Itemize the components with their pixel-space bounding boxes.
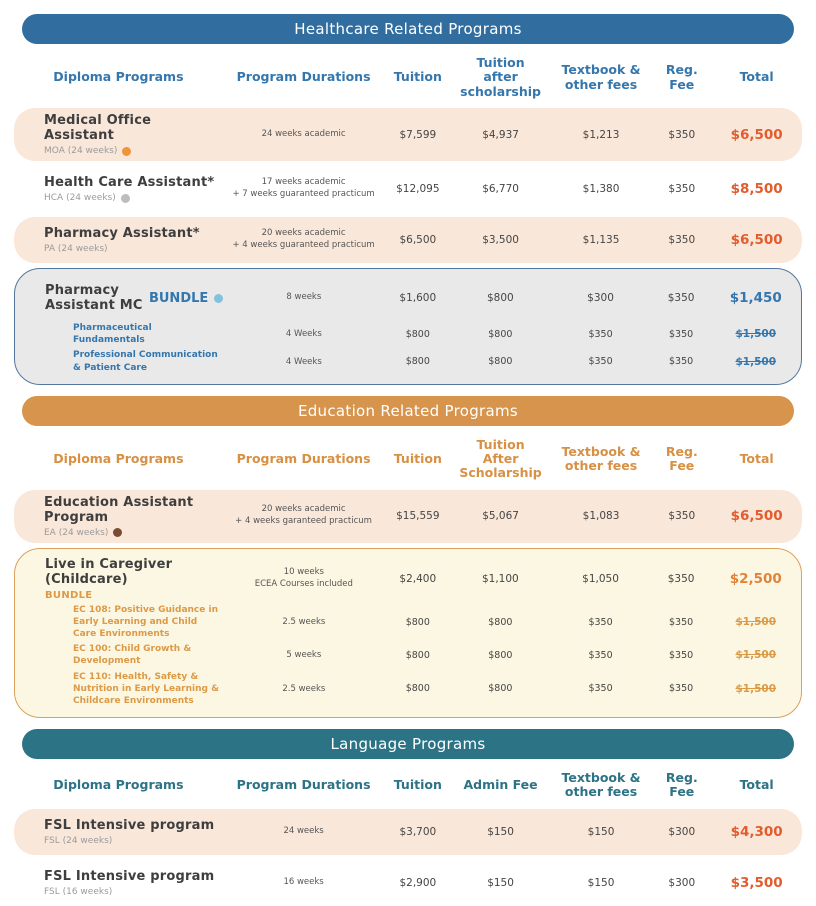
- fee-value-3: $350: [668, 128, 696, 141]
- course-fee-value-2: $350: [588, 649, 613, 661]
- bundle-duration: [223, 292, 384, 304]
- course-fee-value-1: $800: [488, 356, 513, 368]
- fee-value-0: $15,559: [396, 510, 440, 523]
- bundle-name-cell: [15, 557, 223, 601]
- program-row: [14, 108, 802, 161]
- bundle-name-cell: [15, 283, 223, 313]
- column-header-3: Tuition After Scholarship: [459, 436, 542, 481]
- course-fee-value-2: $350: [588, 328, 613, 340]
- column-header-1: Program Durations: [236, 777, 371, 793]
- duration-line: + 4 weeks garanteed practicum: [235, 516, 372, 527]
- bundle-course-row: [15, 643, 801, 667]
- bundle-name-line: [45, 283, 223, 313]
- section-header-healthcare: [22, 14, 794, 44]
- course-fee-value-3: $350: [669, 328, 694, 340]
- program-duration: [223, 129, 385, 141]
- course-name: EC 100: Child Growth & Development: [73, 644, 192, 667]
- program-name: Education Assistant Program: [44, 494, 194, 525]
- total-value: $3,500: [730, 874, 783, 891]
- course-fee-value-1: $800: [488, 616, 513, 628]
- fee-value-1: $4,937: [482, 128, 519, 141]
- bundle-code: BUNDLE: [45, 589, 93, 601]
- duration-line: 16 weeks: [283, 876, 324, 887]
- fee-value-1: $6,770: [482, 183, 519, 196]
- course-duration: 2.5 weeks: [282, 683, 326, 694]
- duration-line: ECEA Courses included: [254, 578, 353, 589]
- course-name: Professional Communication & Patient Care: [73, 350, 218, 373]
- program-duration: [223, 177, 385, 201]
- program-code-line: [44, 836, 223, 846]
- column-header-5: Reg. Fee: [665, 62, 698, 92]
- program-duration: [223, 826, 385, 838]
- column-header-0: Diploma Programs: [53, 69, 184, 85]
- course-duration: 4 Weeks: [285, 356, 322, 367]
- fee-value-2: $150: [587, 825, 615, 838]
- fee-value-0: $12,095: [396, 183, 440, 196]
- fee-value-3: $350: [667, 292, 695, 305]
- column-header-1: Program Durations: [236, 69, 371, 85]
- column-header-row: [14, 431, 802, 490]
- course-fee-value-0: $800: [405, 328, 430, 340]
- program-name-line: [44, 495, 223, 525]
- fee-value-0: $7,599: [399, 128, 437, 141]
- course-name: Pharmaceutical Fundamentals: [73, 323, 152, 346]
- bundle-dot: [214, 294, 223, 303]
- course-total-strikethrough: $1,500: [735, 355, 777, 368]
- program-code: MOA (24 weeks): [44, 146, 118, 157]
- program-row: [14, 809, 802, 855]
- course-total-strikethrough: $1,500: [735, 682, 777, 695]
- bundle-course-row: [15, 322, 801, 346]
- bundle-label: BUNDLE: [148, 290, 209, 306]
- bundle-orange: [14, 548, 802, 718]
- section-title: Education Related Programs: [297, 401, 519, 420]
- course-name-cell: [15, 322, 223, 346]
- program-row: [14, 217, 802, 263]
- course-fee-value-3: $350: [669, 683, 694, 695]
- program-name-cell: [14, 869, 223, 897]
- course-fee-value-3: $350: [669, 649, 694, 661]
- course-fee-value-0: $800: [405, 616, 430, 628]
- course-fee-value-1: $800: [488, 649, 513, 661]
- fee-value-0: $1,600: [399, 292, 437, 305]
- course-total-strikethrough: $1,500: [735, 649, 777, 662]
- bundle-main-row: [15, 277, 801, 319]
- course-fee-value-2: $350: [588, 683, 613, 695]
- program-name: Pharmacy Assistant*: [44, 226, 200, 242]
- column-header-6: Total: [739, 777, 774, 793]
- course-name-cell: [15, 671, 223, 707]
- course-name-cell: [15, 604, 223, 640]
- course-name: EC 108: Positive Guidance in Early Learning and Child Care Environments: [73, 604, 218, 640]
- column-header-1: Program Durations: [236, 451, 371, 467]
- course-total-strikethrough: $1,500: [735, 616, 777, 629]
- course-fee-value-3: $350: [669, 356, 694, 368]
- section-header-education: [22, 396, 794, 426]
- column-header-6: Total: [739, 69, 774, 85]
- fee-value-2: $1,135: [582, 234, 620, 247]
- fee-value-1: $800: [486, 292, 514, 305]
- fee-value-1: $5,067: [482, 510, 519, 523]
- program-row: [14, 166, 802, 212]
- column-header-2: Tuition: [393, 777, 442, 793]
- section-title: Healthcare Related Programs: [294, 20, 522, 38]
- total-value: $6,500: [730, 126, 783, 143]
- column-header-6: Total: [739, 451, 774, 467]
- status-dot: [122, 147, 131, 156]
- program-code-line: [44, 887, 223, 897]
- course-name-cell: [15, 349, 223, 373]
- course-fee-value-1: $800: [488, 328, 513, 340]
- duration-line: 10 weeks: [283, 566, 324, 577]
- course-fee-value-2: $350: [588, 356, 613, 368]
- course-fee-value-3: $350: [669, 616, 694, 628]
- program-duration: [223, 504, 385, 528]
- course-fee-value-2: $350: [588, 616, 613, 628]
- program-code: EA (24 weeks): [44, 527, 109, 538]
- duration-line: 20 weeks academic: [261, 504, 346, 515]
- program-name-line: [44, 226, 223, 241]
- program-code-line: [44, 193, 223, 203]
- total-value: $6,500: [730, 508, 783, 525]
- course-fee-value-1: $800: [488, 683, 513, 695]
- course-fee-value-0: $800: [405, 683, 430, 695]
- program-name-line: [44, 113, 223, 143]
- program-name-cell: [14, 175, 223, 203]
- fee-value-0: $6,500: [399, 234, 437, 247]
- program-row: [14, 490, 802, 543]
- program-name-cell: [14, 226, 223, 254]
- fee-value-1: $150: [487, 876, 514, 889]
- bundle-course-row: [15, 349, 801, 373]
- fee-value-2: $150: [587, 876, 615, 889]
- fee-value-2: $1,083: [582, 510, 620, 523]
- program-code: HCA (24 weeks): [44, 193, 116, 204]
- total-value: $4,300: [730, 823, 783, 840]
- program-row: [14, 860, 802, 906]
- bundle-duration: [223, 567, 384, 591]
- fee-value-3: $350: [668, 510, 696, 523]
- course-name: EC 110: Health, Safety & Nutrition in Early Learning & Childcare Environments: [73, 671, 219, 706]
- bundle-blue: [14, 268, 802, 385]
- column-header-0: Diploma Programs: [53, 777, 184, 793]
- program-name-cell: [14, 818, 223, 846]
- section-header-language: [22, 729, 794, 759]
- status-dot: [121, 194, 130, 203]
- program-name: Medical Office Assistant: [44, 113, 152, 144]
- program-name: FSL Intensive program: [44, 868, 215, 884]
- program-code: FSL (24 weeks): [44, 835, 113, 846]
- fee-value-3: $350: [667, 572, 695, 585]
- program-name: FSL Intensive program: [44, 817, 215, 833]
- duration-line: + 4 weeks guaranteed practicum: [232, 240, 375, 251]
- total-value: $8,500: [730, 181, 783, 198]
- column-header-4: Textbook & other fees: [561, 443, 641, 474]
- course-name-cell: [15, 643, 223, 667]
- program-name-line: [44, 818, 223, 833]
- fee-value-0: $2,400: [399, 572, 437, 585]
- fee-value-2: $300: [587, 292, 614, 305]
- fee-value-1: $3,500: [482, 234, 519, 247]
- program-code: FSL (16 weeks): [44, 886, 113, 897]
- program-name-line: [44, 175, 223, 190]
- status-dot: [113, 528, 122, 537]
- duration-line: 24 weeks: [283, 825, 324, 836]
- fee-value-1: $150: [487, 825, 514, 838]
- bundle-name: Live in Caregiver (Childcare): [45, 556, 173, 587]
- column-header-5: Reg. Fee: [665, 443, 698, 474]
- program-name-cell: [14, 495, 223, 538]
- total-value: $6,500: [730, 232, 783, 249]
- column-header-2: Tuition: [393, 451, 442, 467]
- fee-value-3: $300: [668, 876, 696, 889]
- program-duration: [223, 877, 385, 889]
- column-header-4: Textbook & other fees: [561, 62, 641, 92]
- course-duration: 4 Weeks: [285, 329, 322, 340]
- bundle-total-value: $2,500: [729, 570, 782, 587]
- duration-line: + 7 weeks guaranteed practicum: [232, 189, 375, 200]
- section-education: [14, 396, 802, 718]
- fee-value-3: $350: [668, 234, 696, 247]
- duration-line: 20 weeks academic: [261, 228, 346, 239]
- fee-value-2: $1,050: [582, 572, 619, 585]
- program-name: Health Care Assistant*: [44, 175, 215, 191]
- program-code-line: [44, 528, 223, 538]
- course-total-strikethrough: $1,500: [735, 328, 777, 341]
- section-language: [14, 729, 802, 906]
- program-duration: [223, 228, 385, 252]
- fee-value-2: $1,380: [582, 183, 620, 196]
- bundle-course-row: [15, 604, 801, 640]
- column-header-0: Diploma Programs: [53, 451, 184, 467]
- duration-line: 24 weeks academic: [261, 128, 346, 139]
- program-code-line: [44, 244, 223, 254]
- fee-value-3: $300: [668, 825, 696, 838]
- duration-line: 8 weeks: [286, 292, 322, 303]
- course-duration: 2.5 weeks: [282, 617, 326, 628]
- column-header-3: Tuition after scholarship: [460, 55, 541, 99]
- bundle-name: Pharmacy Assistant MC: [45, 283, 143, 314]
- sections-root: [14, 14, 802, 906]
- fee-value-1: $1,100: [481, 572, 519, 585]
- course-fee-value-0: $800: [405, 356, 430, 368]
- bundle-main-row: [15, 557, 801, 601]
- column-header-3: Admin Fee: [463, 777, 538, 793]
- column-header-5: Reg. Fee: [665, 769, 698, 800]
- course-fee-value-0: $800: [405, 649, 430, 661]
- column-header-2: Tuition: [393, 69, 442, 85]
- course-duration: 5 weeks: [286, 650, 322, 661]
- column-header-row: [14, 764, 802, 809]
- program-code: PA (24 weeks): [44, 244, 108, 255]
- duration-line: 17 weeks academic: [261, 177, 346, 188]
- fee-value-0: $2,900: [399, 876, 437, 889]
- program-code-line: [44, 146, 223, 156]
- fee-value-3: $350: [668, 183, 696, 196]
- bundle-total-value: $1,450: [729, 290, 782, 307]
- program-name-line: [44, 869, 223, 884]
- bundle-name-line: [45, 557, 223, 587]
- fee-value-2: $1,213: [582, 128, 620, 141]
- program-name-cell: [14, 113, 223, 156]
- column-header-row: [14, 49, 802, 108]
- section-title: Language Programs: [330, 734, 486, 753]
- bundle-course-row: [15, 671, 801, 707]
- fee-value-0: $3,700: [399, 825, 437, 838]
- section-healthcare: [14, 14, 802, 385]
- column-header-4: Textbook & other fees: [561, 769, 641, 800]
